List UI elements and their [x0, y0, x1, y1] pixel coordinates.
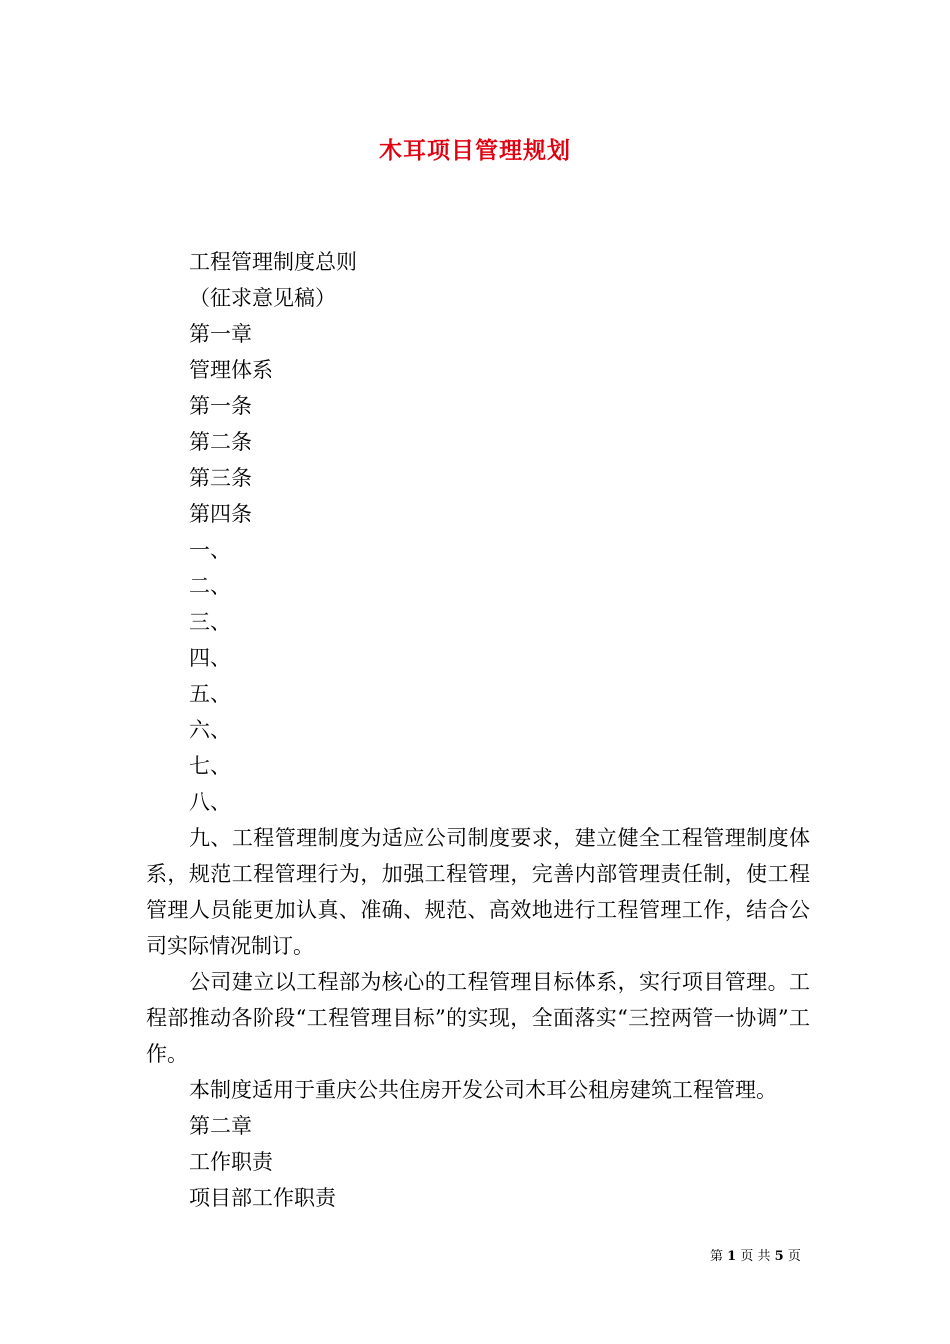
text-line: 六、 — [189, 718, 231, 742]
text-line: 第一条 — [189, 394, 252, 418]
document-body — [146, 244, 810, 1216]
footer-page-number: 1 — [727, 1249, 737, 1264]
footer-prefix: 第 — [710, 1249, 724, 1264]
document-title: 木耳项目管理规划 — [379, 137, 571, 164]
text-line: 项目部工作职责 — [189, 1186, 336, 1210]
text-line: 第二条 — [189, 430, 252, 454]
text-line: 管理体系 — [189, 358, 273, 382]
page-footer — [710, 1247, 801, 1267]
footer-middle: 页 共 — [740, 1249, 771, 1264]
text-line: 本制度适用于重庆公共住房开发公司木耳公租房建筑工程管理。 — [189, 1078, 777, 1102]
text-line: 工程管理制度总则 — [189, 250, 357, 274]
text-line: 五、 — [189, 682, 231, 706]
text-line: 一、 — [189, 538, 231, 562]
text-line: 八、 — [189, 790, 231, 814]
text-line: 三、 — [189, 610, 231, 634]
text-line: 七、 — [189, 754, 231, 778]
text-line: 二、 — [189, 574, 231, 598]
footer-total-pages: 5 — [774, 1249, 784, 1264]
text-line: 第一章 — [189, 322, 252, 346]
paragraph: 九、工程管理制度为适应公司制度要求，建立健全工程管理制度体系，规范工程管理行为，加强工程管理，完善内部管理责任制，使工程管理人员能更加认真、准确、规范、高效地进行工程管理工作，结合公司实际情况制订。 — [146, 826, 810, 958]
text-line: 第四条 — [189, 502, 252, 526]
footer-suffix: 页 — [787, 1249, 801, 1264]
paragraph: 公司建立以工程部为核心的工程管理目标体系，实行项目管理。工程部推动各阶段“工程管理目标”的实现，全面落实“三控两管一协调”工作。 — [146, 970, 810, 1066]
text-line: 四、 — [189, 646, 231, 670]
text-line: 工作职责 — [189, 1150, 273, 1174]
text-line: （征求意见稿） — [189, 286, 336, 310]
text-line: 第三条 — [189, 466, 252, 490]
text-line: 第二章 — [189, 1114, 252, 1138]
